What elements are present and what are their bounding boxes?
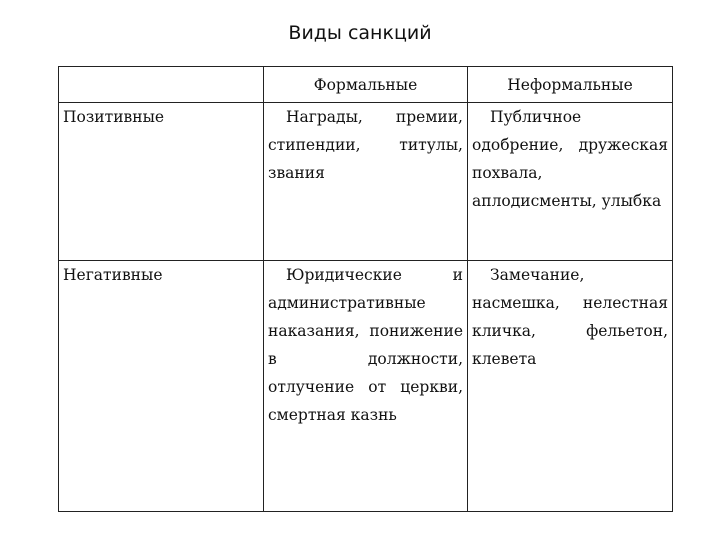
row-label-negative: Негативные [59, 261, 264, 512]
cell-positive-formal: Награды, премии, стипендии, титулы, звания [264, 103, 468, 261]
cell-positive-informal: Публичное одобрение, дружеская похвала, аплодисменты, улыбка [468, 103, 673, 261]
header-formal: Формальные [264, 67, 468, 103]
table-header-row [59, 67, 673, 103]
cell-negative-formal: Юридические и административные наказания, понижение в должности, отлучение от церкви, смертная казнь [264, 261, 468, 512]
table-row [59, 261, 673, 512]
cell-negative-informal: Замечание, насмешка, нелестная кличка, фельетон, клевета [468, 261, 673, 512]
page-title: Виды санкций [288, 22, 432, 44]
row-label-positive: Позитивные [59, 103, 264, 261]
header-informal: Неформальные [468, 67, 673, 103]
table-row [59, 103, 673, 261]
sanctions-table [58, 66, 673, 512]
header-corner-cell [59, 67, 264, 103]
